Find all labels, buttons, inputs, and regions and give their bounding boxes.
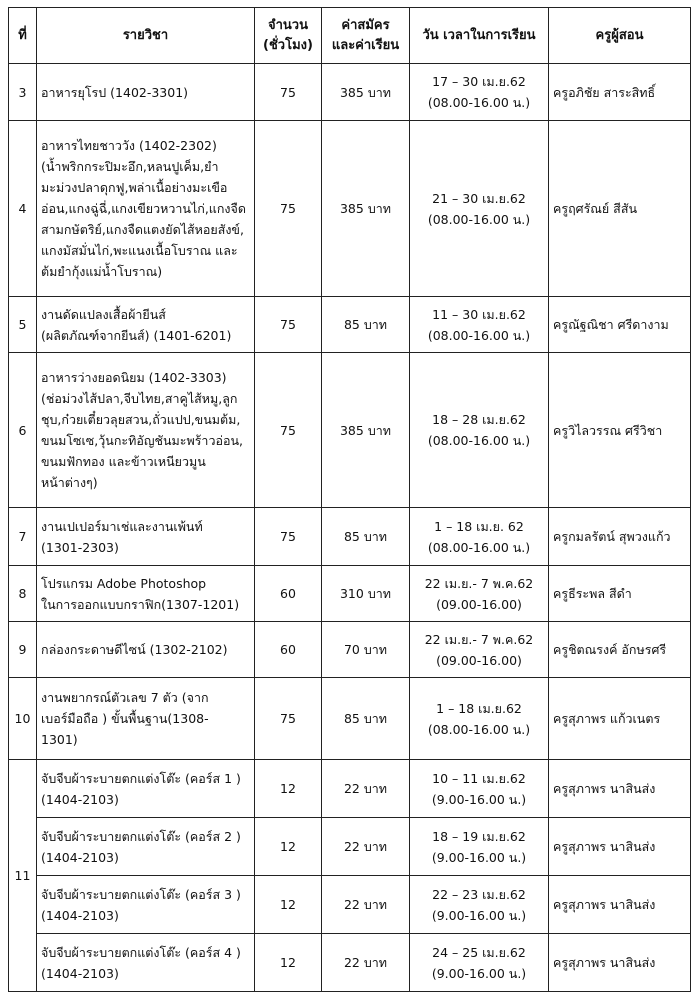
header-fee-line2: และค่าเรียน bbox=[331, 37, 400, 53]
subject-line: (ผลิตภัณฑ์จากยีนส์) (1401-6201) bbox=[41, 327, 232, 343]
header-hours-line2: (ชั่วโมง) bbox=[263, 37, 313, 53]
subject-line: ชุบ,ก๋วยเตี๋ยวลุยสวน,ถั่วแปป,ขนมต้ม, bbox=[41, 412, 241, 427]
subject-text bbox=[41, 687, 250, 750]
header-hours bbox=[255, 8, 322, 64]
subject-line: (1301-2303) bbox=[41, 539, 119, 555]
row-number: 4 bbox=[9, 121, 37, 297]
fee-cell: 22 บาท bbox=[322, 760, 410, 818]
row-number: 6 bbox=[9, 353, 37, 508]
time-range: (08.00-16.00 น.) bbox=[427, 327, 531, 343]
subject-line: หน้าต่างๆ) bbox=[41, 475, 98, 490]
subject-line: (1404-2103) bbox=[41, 791, 119, 807]
subject-line: อาหารว่างยอดนิยม (1402-3303) bbox=[41, 370, 227, 385]
subject-line: ในการออกแบบกราฟิก(1307-1201) bbox=[41, 596, 240, 612]
teacher-cell: ครูสุภาพร แก้วเนตร bbox=[549, 678, 691, 760]
date-cell bbox=[410, 934, 549, 992]
subject-text bbox=[41, 516, 250, 558]
subject-text bbox=[41, 884, 250, 926]
subject-line: งานพยากรณ์ตัวเลข 7 ตัว (จาก bbox=[41, 690, 209, 705]
date-range: 11 – 30 เม.ย.62 bbox=[432, 306, 526, 322]
teacher-cell: ครูกมลรัตน์ สุพวงแก้ว bbox=[549, 508, 691, 566]
time-range: (08.00-16.00 น.) bbox=[427, 539, 531, 555]
teacher-cell: ครูวิไลวรรณ ศรีวิชา bbox=[549, 353, 691, 508]
date-range: 22 – 23 เม.ย.62 bbox=[432, 886, 526, 902]
row-number: 9 bbox=[9, 622, 37, 678]
table-row bbox=[9, 297, 691, 353]
subject-text bbox=[41, 573, 250, 615]
date-cell bbox=[410, 64, 549, 121]
subject-cell bbox=[37, 353, 255, 508]
subject-line: (1404-2103) bbox=[41, 849, 119, 865]
teacher-cell: ครูอภิชัย สาระสิทธิ์ bbox=[549, 64, 691, 121]
subject-line: เบอร์มือถือ ) ขั้นพื้นฐาน(1308- bbox=[41, 711, 209, 726]
subject-text bbox=[41, 639, 250, 660]
fee-cell: 385 บาท bbox=[322, 64, 410, 121]
date-cell bbox=[410, 876, 549, 934]
time-range: (08.00-16.00 น.) bbox=[427, 721, 531, 737]
teacher-cell: ครูณัฐณิชา ศรีดางาม bbox=[549, 297, 691, 353]
header-no: ที่ bbox=[9, 8, 37, 64]
subject-line: อาหารไทยชาววัง (1402-2302) bbox=[41, 138, 217, 153]
subject-line: จับจีบผ้าระบายตกแต่งโต๊ะ (คอร์ส 4 ) bbox=[41, 944, 241, 960]
time-range: (9.00-16.00 น.) bbox=[431, 849, 527, 865]
date-range: 10 – 11 เม.ย.62 bbox=[432, 770, 526, 786]
header-fee bbox=[322, 8, 410, 64]
date-cell bbox=[410, 760, 549, 818]
table-row bbox=[9, 508, 691, 566]
table-row bbox=[9, 566, 691, 622]
time-range: (09.00-16.00) bbox=[436, 652, 522, 668]
time-range: (08.00-16.00 น.) bbox=[427, 211, 531, 227]
subject-text bbox=[41, 135, 250, 282]
date-range: 21 – 30 เม.ย.62 bbox=[432, 190, 526, 206]
subject-line: (1404-2103) bbox=[41, 907, 119, 923]
subject-line: 1301) bbox=[41, 732, 78, 747]
header-subject: รายวิชา bbox=[37, 8, 255, 64]
teacher-cell: ครูฤศรัณย์ สีสัน bbox=[549, 121, 691, 297]
subject-cell bbox=[37, 818, 255, 876]
header-hours-line1: จำนวน bbox=[268, 17, 308, 33]
date-range: 22 เม.ย.- 7 พ.ค.62 bbox=[424, 575, 534, 591]
subject-cell bbox=[37, 64, 255, 121]
fee-cell: 85 บาท bbox=[322, 297, 410, 353]
fee-cell: 85 บาท bbox=[322, 508, 410, 566]
subject-line: สามกษัตริย์,แกงจืดแตงยัดไส้หอยสังข์, bbox=[41, 222, 244, 237]
date-cell bbox=[410, 353, 549, 508]
header-date: วัน เวลาในการเรียน bbox=[410, 8, 549, 64]
subject-line: อ่อน,แกงฉู่ฉี่,แกงเขียวหวานไก่,แกงจืด bbox=[41, 201, 246, 216]
time-range: (9.00-16.00 น.) bbox=[431, 907, 527, 923]
subject-text bbox=[41, 942, 250, 984]
course-schedule-table bbox=[8, 7, 691, 992]
fee-cell: 70 บาท bbox=[322, 622, 410, 678]
hours-cell: 75 bbox=[255, 297, 322, 353]
row-number: 8 bbox=[9, 566, 37, 622]
subject-line: แกงมัสมั่นไก่,พะแนงเนื้อโบราณ และ bbox=[41, 243, 238, 258]
time-range: (08.00-16.00 น.) bbox=[427, 433, 531, 448]
table-row bbox=[9, 353, 691, 508]
date-cell bbox=[410, 121, 549, 297]
header-teacher: ครูผู้สอน bbox=[549, 8, 691, 64]
row-number: 7 bbox=[9, 508, 37, 566]
date-range: 18 – 19 เม.ย.62 bbox=[432, 828, 526, 844]
date-cell bbox=[410, 818, 549, 876]
table-row bbox=[9, 818, 691, 876]
teacher-cell: ครูธีระพล สีดำ bbox=[549, 566, 691, 622]
subject-line: จับจีบผ้าระบายตกแต่งโต๊ะ (คอร์ส 3 ) bbox=[41, 886, 241, 902]
table-row bbox=[9, 64, 691, 121]
subject-cell bbox=[37, 297, 255, 353]
subject-text bbox=[41, 82, 250, 103]
subject-line: มะม่วงปลาดุกฟู,พล่าเนื้อย่างมะเขือ bbox=[41, 180, 228, 195]
subject-line: จับจีบผ้าระบายตกแต่งโต๊ะ (คอร์ส 2 ) bbox=[41, 828, 241, 844]
fee-cell: 310 บาท bbox=[322, 566, 410, 622]
hours-cell: 75 bbox=[255, 121, 322, 297]
row-number: 5 bbox=[9, 297, 37, 353]
hours-cell: 75 bbox=[255, 353, 322, 508]
subject-line: (1404-2103) bbox=[41, 965, 119, 981]
date-range: 18 – 28 เม.ย.62 bbox=[432, 412, 526, 427]
header-fee-line1: ค่าสมัคร bbox=[341, 17, 390, 33]
date-range: 22 เม.ย.- 7 พ.ค.62 bbox=[424, 631, 534, 647]
date-range: 24 – 25 เม.ย.62 bbox=[432, 944, 526, 960]
fee-cell: 22 บาท bbox=[322, 934, 410, 992]
subject-line: โปรแกรม Adobe Photoshop bbox=[41, 575, 207, 591]
subject-cell bbox=[37, 760, 255, 818]
date-cell bbox=[410, 622, 549, 678]
hours-cell: 75 bbox=[255, 678, 322, 760]
teacher-cell: ครูสุภาพร นาสินส่ง bbox=[549, 934, 691, 992]
hours-cell: 75 bbox=[255, 508, 322, 566]
subject-cell bbox=[37, 678, 255, 760]
time-range: (08.00-16.00 น.) bbox=[427, 95, 531, 110]
subject-cell bbox=[37, 566, 255, 622]
table-row bbox=[9, 876, 691, 934]
date-range: 1 – 18 เม.ย.62 bbox=[436, 700, 522, 716]
fee-cell: 22 บาท bbox=[322, 818, 410, 876]
subject-line: กล่องกระดาษดีไซน์ (1302-2102) bbox=[41, 642, 228, 657]
date-cell bbox=[410, 297, 549, 353]
subject-cell bbox=[37, 121, 255, 297]
subject-line: (ช่อม่วงไส้ปลา,จีบไทย,สาคูไส้หมู,ลูก bbox=[41, 391, 238, 406]
teacher-cell: ครูสุภาพร นาสินส่ง bbox=[549, 876, 691, 934]
table-row bbox=[9, 760, 691, 818]
subject-cell bbox=[37, 622, 255, 678]
teacher-cell: ครูชิตณรงค์ อักษรศรี bbox=[549, 622, 691, 678]
subject-text bbox=[41, 304, 250, 346]
subject-line: อาหารยุโรป (1402-3301) bbox=[41, 84, 189, 100]
row-number: 10 bbox=[9, 678, 37, 760]
subject-line: ต้มยำกุ้งแม่น้ำโบราณ) bbox=[41, 264, 163, 279]
row-number: 3 bbox=[9, 64, 37, 121]
date-cell bbox=[410, 678, 549, 760]
subject-line: ขนมโซเซ,วุ้นกะทิอัญชันมะพร้าวอ่อน, bbox=[41, 433, 244, 448]
hours-cell: 60 bbox=[255, 566, 322, 622]
date-range: 1 – 18 เม.ย. 62 bbox=[434, 518, 524, 534]
subject-line: (น้ำพริกกระปิมะอึก,หลนปูเค็ม,ยำ bbox=[41, 159, 219, 174]
hours-cell: 12 bbox=[255, 818, 322, 876]
date-range: 17 – 30 เม.ย.62 bbox=[432, 74, 526, 89]
header-row bbox=[9, 8, 691, 64]
hours-cell: 12 bbox=[255, 760, 322, 818]
fee-cell: 385 บาท bbox=[322, 121, 410, 297]
time-range: (9.00-16.00 น.) bbox=[431, 791, 527, 807]
fee-cell: 85 บาท bbox=[322, 678, 410, 760]
subject-cell bbox=[37, 876, 255, 934]
teacher-cell: ครูสุภาพร นาสินส่ง bbox=[549, 760, 691, 818]
hours-cell: 60 bbox=[255, 622, 322, 678]
subject-cell bbox=[37, 934, 255, 992]
subject-text bbox=[41, 768, 250, 810]
date-cell bbox=[410, 566, 549, 622]
teacher-cell: ครูสุภาพร นาสินส่ง bbox=[549, 818, 691, 876]
time-range: (9.00-16.00 น.) bbox=[431, 965, 527, 981]
hours-cell: 12 bbox=[255, 934, 322, 992]
row-number: 11 bbox=[9, 760, 37, 992]
hours-cell: 75 bbox=[255, 64, 322, 121]
fee-cell: 385 บาท bbox=[322, 353, 410, 508]
subject-text bbox=[41, 826, 250, 868]
table-row bbox=[9, 622, 691, 678]
subject-line: ขนมฟักทอง และข้าวเหนียวมูน bbox=[41, 454, 206, 469]
hours-cell: 12 bbox=[255, 876, 322, 934]
date-cell bbox=[410, 508, 549, 566]
time-range: (09.00-16.00) bbox=[436, 596, 522, 612]
table-row bbox=[9, 934, 691, 992]
fee-cell: 22 บาท bbox=[322, 876, 410, 934]
subject-text bbox=[41, 367, 250, 493]
table-row bbox=[9, 121, 691, 297]
subject-line: งานเปเปอร์มาเช่และงานเพ้นท์ bbox=[41, 518, 203, 534]
subject-line: งานดัดแปลงเสื้อผ้ายีนส์ bbox=[41, 306, 166, 322]
table-row bbox=[9, 678, 691, 760]
subject-line: จับจีบผ้าระบายตกแต่งโต๊ะ (คอร์ส 1 ) bbox=[41, 770, 241, 786]
subject-cell bbox=[37, 508, 255, 566]
